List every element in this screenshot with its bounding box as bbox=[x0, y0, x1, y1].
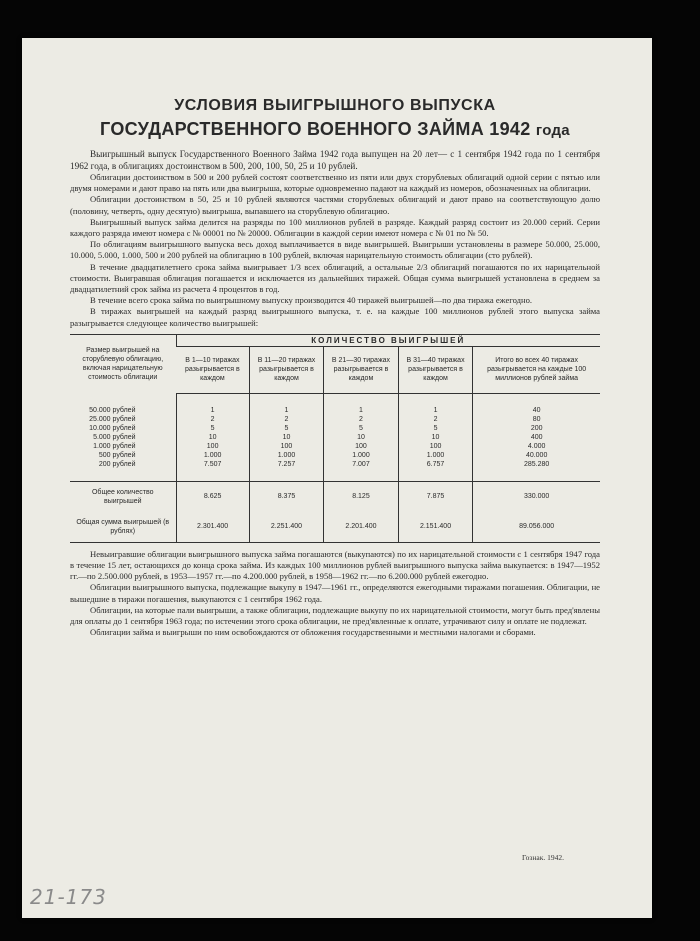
prize-size-cell: 5.000 рублей bbox=[93, 433, 136, 441]
prize-size-cell: 1.000 рублей bbox=[93, 442, 136, 450]
table-cell: 8.125 bbox=[324, 481, 399, 512]
table-cell: 100 bbox=[324, 442, 399, 451]
table-cell: 2 bbox=[249, 415, 323, 424]
intro-paragraph: Выигрышный выпуск Государственного Военного Займа 1942 года выпущен на 20 лет— с 1 сентября 1942 года по 1 сентября 1962 года, в облигациях достоинством в 500, 200, 100, 50, 25 и 10 рублей. bbox=[70, 149, 600, 171]
intro-paragraph: Облигации достоинством в 50, 25 и 10 рублей являются частями сторублевых облигаций и дают право на соответствующую долю (половину, четверть, одну десятую) выигрыша, выпавшего на сторублевую облигацию. bbox=[70, 194, 600, 216]
intro-paragraph: Выигрышный выпуск займа делится на разряды по 100 миллионов рублей в разряде. Каждый разряд состоит из 20.000 серий. Серии каждого разряда имеют номера с № 00001 по № 20000. Облигации в каждой серии имеют номера с № 01 по № 50. bbox=[70, 216, 600, 239]
table-cell: 7.007 bbox=[324, 460, 399, 482]
prize-size-cell: 200 рублей bbox=[98, 460, 136, 468]
table-cell: 7.257 bbox=[249, 460, 323, 482]
title-line-2-suffix: года bbox=[535, 122, 570, 139]
table-cell: 80 bbox=[473, 415, 600, 424]
prize-table bbox=[70, 334, 600, 543]
document-body bbox=[70, 96, 600, 638]
table-row bbox=[70, 415, 600, 424]
prize-size-cell: 500 рублей bbox=[98, 451, 136, 459]
closing-paragraph: Невыигравшие облигации выигрышного выпуска займа погашаются (выкупаются) по их нарицательной стоимости с 1 сентября 1947 года в течение 15 лет, остающихся до конца срока займа. Из каждых 100 миллионов рублей выигрышного выпуска займа выкупается: в 1947—1952 гг.—по 2.500.000 рублей, в 1953—1957 гг.—по 4.200.000 рублей, в 1958—1962 гг.—по 6.200.000 рублей ежегодно. bbox=[70, 548, 600, 582]
table-cell: 8.375 bbox=[249, 481, 323, 512]
table-cell: 40 bbox=[473, 393, 600, 415]
table-row bbox=[70, 442, 600, 451]
table-cell: 10 bbox=[249, 433, 323, 442]
table-cell: 2.201.400 bbox=[324, 512, 399, 543]
table-cell: 1.000 bbox=[398, 451, 473, 460]
column-header: В 31—40 тиражах разыгрывается в каждом bbox=[398, 346, 473, 393]
table-cell: 5 bbox=[249, 424, 323, 433]
table-cell: 10 bbox=[176, 433, 249, 442]
closing-paragraph: Облигации выигрышного выпуска, подлежащие выкупу в 1947—1961 гг., определяются ежегодными тиражами погашения. Облигации, не вышедшие в тиражи погашения, выкупаются с 1 сентября 1962 года. bbox=[70, 582, 600, 604]
table-cell: 7.875 bbox=[398, 481, 473, 512]
intro-paragraph: В течение двадцатилетнего срока займа выигрывает 1/3 всех облигаций, а остальные 2/3 облигаций погашаются по их нарицательной стоимости. Выигравшая облигация погашается и исключается из дальнейших тиражей. Общая сумма выигрышей установлена в среднем за двадцатилетний срок займа из расчета 4 процентов в год. bbox=[70, 261, 600, 295]
prize-size-header: Размер выигрышей на сторублевую облигацию, включая нарицательную стоимость облигации bbox=[70, 334, 176, 393]
table-cell: 4.000 bbox=[473, 442, 600, 451]
total-sum-row bbox=[70, 512, 600, 543]
prize-size-cell: 10.000 рублей bbox=[89, 424, 136, 432]
closing-paragraph: Облигации займа и выигрыши по ним освобождаются от обложения государственными и местными налогами и сборами. bbox=[90, 627, 536, 638]
table-cell: 285.280 bbox=[473, 460, 600, 482]
table-cell: 40.000 bbox=[473, 451, 600, 460]
table-cell: 8.625 bbox=[176, 481, 249, 512]
table-cell: 1.000 bbox=[249, 451, 323, 460]
table-row bbox=[70, 424, 600, 433]
table-cell: 2.251.400 bbox=[249, 512, 323, 543]
column-header: В 1—10 тиражах разыгрывается в каждом bbox=[176, 346, 249, 393]
table-cell: 1 bbox=[249, 393, 323, 415]
table-cell: 1 bbox=[324, 393, 399, 415]
table-row bbox=[70, 460, 600, 482]
table-cell: 1 bbox=[398, 393, 473, 415]
table-cell: 100 bbox=[249, 442, 323, 451]
intro-paragraph: По облигациям выигрышного выпуска весь доход выплачивается в виде выигрышей. Выигрыши установлены в размере 50.000, 25.000, 10.000, 5.000, 1.000, 500 и 200 рублей на облигацию в 100 рублей, включая нарицательную стоимость облигации (сто рублей). bbox=[70, 239, 600, 261]
title-line-2 bbox=[70, 118, 600, 142]
table-cell: 2.301.400 bbox=[176, 512, 249, 543]
intro-paragraph: Облигации достоинством в 500 и 200 рублей состоят соответственно из пяти или двух сторублевых облигаций одной серии с пятью или двумя номерами и дают право на пять или два выигрыша, которые одновременно падают на каждый из номеров, обозначенных на облигации. bbox=[70, 172, 600, 194]
total-count-row bbox=[70, 481, 600, 512]
table-cell: 2 bbox=[324, 415, 399, 424]
intro-paragraph: В тиражах выигрышей на каждый разряд выигрышного выпуска, т. е. на каждые 100 миллионов рублей этого выпуска займа разыгрывается следующее количество выигрышей: bbox=[70, 306, 600, 328]
table-cell: 330.000 bbox=[473, 481, 600, 512]
table-cell: 5 bbox=[324, 424, 399, 433]
table-row bbox=[70, 451, 600, 460]
table-cell: 1.000 bbox=[324, 451, 399, 460]
title-line-2-main: ГОСУДАРСТВЕННОГО ВОЕННОГО ЗАЙМА 1942 bbox=[100, 119, 531, 139]
table-cell: 2 bbox=[176, 415, 249, 424]
prize-size-cell: 50.000 рублей bbox=[89, 406, 136, 414]
table-cell: 200 bbox=[473, 424, 600, 433]
closing-paragraph: Облигации, на которые пали выигрыши, а также облигации, подлежащие выкупу по их нарицательной стоимости, могут быть пред'явлены для оплаты до 1 сентября 1963 года; по истечении этого срока облигации, не пред'явленные к оплате, утрачивают силу и оплате не подлежат. bbox=[70, 604, 600, 627]
printer-mark: Гознак. 1942. bbox=[522, 853, 565, 862]
column-header: В 11—20 тиражах разыгрывается в каждом bbox=[249, 346, 323, 393]
column-header: Итого во всех 40 тиражах разыгрывается на каждые 100 миллионов рублей займа bbox=[473, 346, 600, 393]
table-cell: 2 bbox=[398, 415, 473, 424]
table-cell: 1.000 bbox=[176, 451, 249, 460]
title-line-1: УСЛОВИЯ ВЫИГРЫШНОГО ВЫПУСКА bbox=[174, 97, 496, 114]
total-count-label: Общее количество выигрышей bbox=[70, 481, 176, 512]
intro-paragraph: В течение всего срока займа по выигрышному выпуску производится 40 тиражей выигрышей—по два тиража ежегодно. bbox=[90, 295, 533, 306]
table-cell: 400 bbox=[473, 433, 600, 442]
table-cell: 5 bbox=[398, 424, 473, 433]
pencil-inventory-note: 21-173 bbox=[30, 885, 107, 909]
table-cell: 2.151.400 bbox=[398, 512, 473, 543]
table-cell: 100 bbox=[176, 442, 249, 451]
prize-count-group-header: КОЛИЧЕСТВО ВЫИГРЫШЕЙ bbox=[176, 334, 600, 346]
table-row bbox=[70, 393, 600, 415]
column-header: В 21—30 тиражах разыгрывается в каждом bbox=[324, 346, 399, 393]
table-cell: 5 bbox=[176, 424, 249, 433]
prize-size-cell: 25.000 рублей bbox=[89, 415, 136, 423]
table-cell: 7.507 bbox=[176, 460, 249, 482]
table-row bbox=[70, 433, 600, 442]
table-cell: 10 bbox=[324, 433, 399, 442]
total-sum-label: Общая сумма выигрышей (в рублях) bbox=[70, 512, 176, 543]
table-cell: 1 bbox=[176, 393, 249, 415]
table-cell: 89.056.000 bbox=[473, 512, 600, 543]
table-cell: 10 bbox=[398, 433, 473, 442]
table-cell: 6.757 bbox=[398, 460, 473, 482]
table-cell: 100 bbox=[398, 442, 473, 451]
